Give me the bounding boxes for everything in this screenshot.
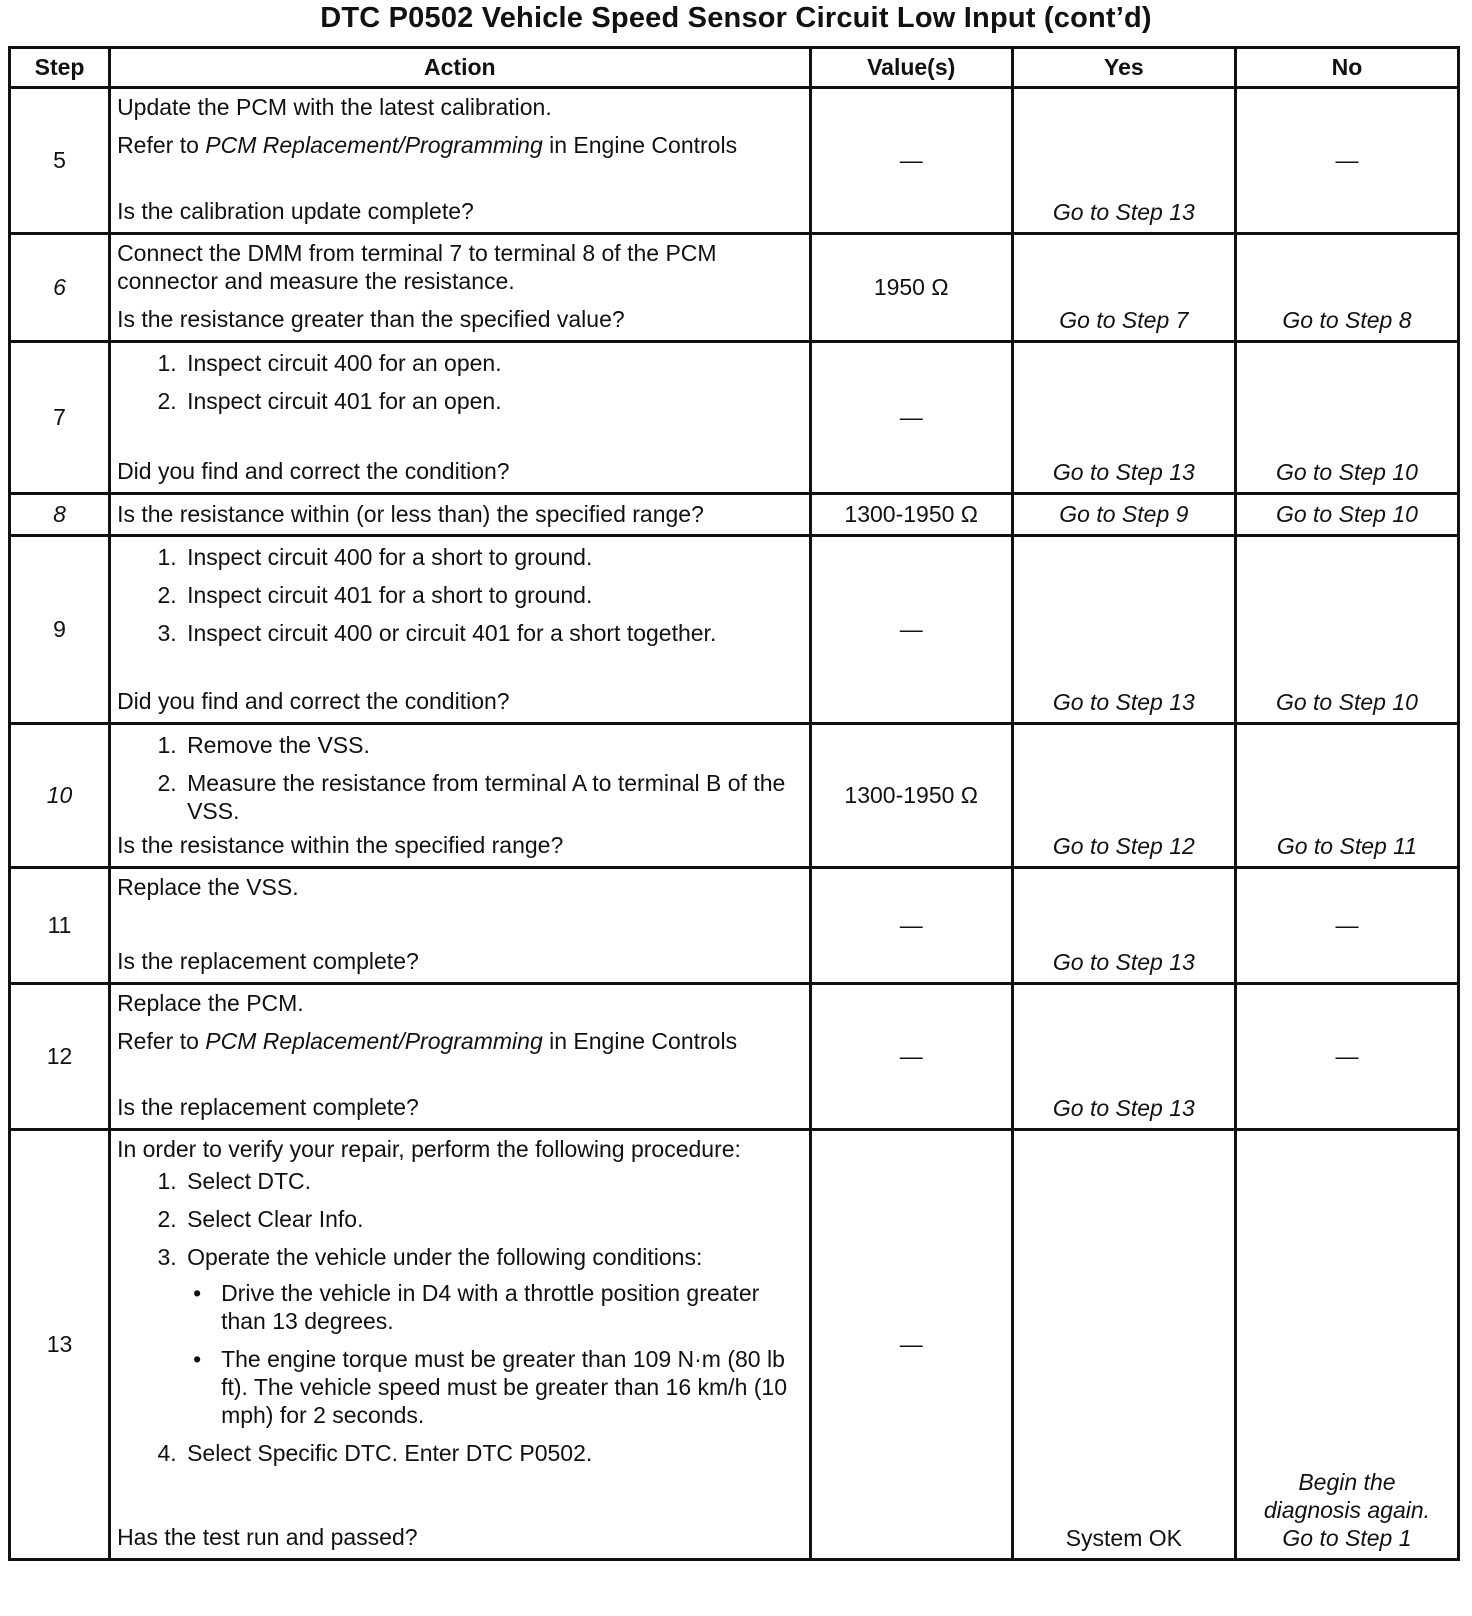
action-question: Is the calibration update complete?	[117, 197, 474, 224]
yes-cell	[1012, 724, 1235, 868]
procedure-list	[117, 543, 803, 647]
action-text: Replace the VSS.	[117, 874, 299, 900]
no-cell: —	[1235, 868, 1458, 984]
value-cell: —	[810, 868, 1012, 984]
goto-link[interactable]: Go to Step 7	[1059, 306, 1189, 333]
action-cell	[110, 984, 811, 1130]
action-question: Did you find and correct the condition?	[117, 457, 510, 484]
yes-cell	[1012, 342, 1235, 494]
no-text-line: diagnosis again.	[1263, 1496, 1431, 1523]
table-row	[10, 88, 1459, 234]
action-question: Did you find and correct the condition?	[117, 687, 510, 714]
procedure-list	[117, 1167, 803, 1467]
table-row	[10, 342, 1459, 494]
refer-suffix: in Engine Controls	[542, 132, 738, 159]
action-question: Is the replacement complete?	[117, 1093, 419, 1120]
no-cell: —	[1235, 984, 1458, 1130]
value-cell: —	[810, 984, 1012, 1130]
action-text: In order to verify your repair, perform the following procedure:	[117, 1136, 741, 1162]
procedure-list	[117, 349, 803, 415]
action-question: Is the resistance greater than the specified value?	[117, 305, 625, 332]
yes-cell	[1012, 984, 1235, 1130]
no-cell	[1235, 494, 1458, 536]
list-item: 2. Measure the resistance from terminal A to terminal B of the VSS.	[183, 769, 803, 825]
refer-text	[117, 131, 803, 159]
value-cell: —	[810, 88, 1012, 234]
value-cell: —	[810, 536, 1012, 724]
value-cell: —	[810, 1130, 1012, 1560]
table-row	[10, 724, 1459, 868]
no-cell	[1235, 342, 1458, 494]
action-cell	[110, 234, 811, 342]
goto-link[interactable]: Go to Step 13	[1052, 458, 1195, 485]
table-row	[10, 536, 1459, 724]
step-number: 12	[10, 984, 110, 1130]
refer-text	[117, 1027, 803, 1055]
goto-link[interactable]: Go to Step 10	[1275, 458, 1418, 485]
no-cell	[1235, 1130, 1458, 1560]
condition-list	[187, 1279, 803, 1429]
header-step: Step	[10, 48, 110, 88]
header-action: Action	[110, 48, 811, 88]
step-number: 13	[10, 1130, 110, 1560]
goto-link[interactable]: Go to Step 13	[1052, 688, 1195, 715]
no-cell	[1235, 536, 1458, 724]
page-title: DTC P0502 Vehicle Speed Sensor Circuit Low Input (cont’d)	[320, 2, 1152, 34]
yes-cell	[1012, 868, 1235, 984]
value-cell: 1300-1950 Ω	[810, 724, 1012, 868]
list-item: 2. Inspect circuit 401 for an open.	[183, 387, 803, 415]
action-cell	[110, 494, 811, 536]
list-item: 3. Inspect circuit 400 or circuit 401 for a short together.	[183, 619, 803, 647]
action-cell	[110, 342, 811, 494]
action-text: Connect the DMM from terminal 7 to terminal 8 of the PCM connector and measure the resistance.	[117, 240, 717, 295]
header-value: Value(s)	[810, 48, 1012, 88]
action-cell	[110, 868, 811, 984]
condition-item: • Drive the vehicle in D4 with a throttle position greater than 13 degrees.	[221, 1279, 803, 1335]
step-number: 11	[10, 868, 110, 984]
step-number: 6	[10, 234, 110, 342]
list-item: 1. Inspect circuit 400 for an open.	[183, 349, 803, 377]
table-row	[10, 234, 1459, 342]
no-text-line: Begin the	[1298, 1468, 1396, 1495]
goto-link[interactable]: Go to Step 10	[1275, 501, 1418, 528]
no-cell: —	[1235, 88, 1458, 234]
yes-cell	[1012, 536, 1235, 724]
list-item: 2. Inspect circuit 401 for a short to ground.	[183, 581, 803, 609]
goto-link[interactable]: Go to Step 13	[1052, 1094, 1195, 1121]
action-text: Replace the PCM.	[117, 990, 304, 1016]
list-item: 1. Remove the VSS.	[183, 731, 803, 759]
value-cell: —	[810, 342, 1012, 494]
action-cell	[110, 536, 811, 724]
refer-doc-link[interactable]: PCM Replacement/Programming	[205, 1028, 543, 1055]
procedure-list	[117, 731, 803, 825]
table-header-row	[10, 48, 1459, 88]
goto-link[interactable]: Go to Step 13	[1052, 198, 1195, 225]
refer-suffix: in Engine Controls	[542, 1028, 738, 1055]
goto-link[interactable]: Go to Step 12	[1052, 832, 1195, 859]
list-item: 1. Inspect circuit 400 for a short to ground.	[183, 543, 803, 571]
refer-prefix: Refer to	[117, 132, 206, 159]
value-cell: 1300-1950 Ω	[810, 494, 1012, 536]
step-number: 10	[10, 724, 110, 868]
yes-cell	[1012, 1130, 1235, 1560]
action-cell	[110, 88, 811, 234]
condition-item: • The engine torque must be greater than 109 N·m (80 lb ft). The vehicle speed must be greater than 16 km/h (10 mph) for 2 seconds.	[221, 1345, 803, 1429]
refer-doc-link[interactable]: PCM Replacement/Programming	[205, 132, 543, 159]
refer-prefix: Refer to	[117, 1028, 206, 1055]
list-item-text: Operate the vehicle under the following conditions:	[187, 1244, 703, 1271]
goto-link[interactable]: Go to Step 1	[1282, 1524, 1412, 1551]
step-number: 5	[10, 88, 110, 234]
goto-link[interactable]: Go to Step 11	[1276, 832, 1418, 859]
goto-link[interactable]: Go to Step 10	[1275, 688, 1418, 715]
no-cell	[1235, 724, 1458, 868]
header-yes: Yes	[1012, 48, 1235, 88]
header-no: No	[1235, 48, 1458, 88]
goto-link[interactable]: Go to Step 13	[1052, 948, 1195, 975]
list-item: 2. Select Clear Info.	[183, 1205, 803, 1233]
action-question: Is the resistance within (or less than) the specified range?	[117, 501, 704, 528]
value-cell: 1950 Ω	[810, 234, 1012, 342]
step-number: 7	[10, 342, 110, 494]
yes-cell	[1012, 88, 1235, 234]
goto-link[interactable]: Go to Step 9	[1059, 501, 1189, 528]
table-row	[10, 1130, 1459, 1560]
list-item: 4. Select Specific DTC. Enter DTC P0502.	[183, 1439, 803, 1467]
action-question: Is the resistance within the specified range?	[117, 831, 564, 858]
action-cell	[110, 1130, 811, 1560]
diagnostic-table	[8, 46, 1460, 1561]
step-number: 9	[10, 536, 110, 724]
action-text: Update the PCM with the latest calibration.	[117, 94, 552, 120]
result-text: System OK	[1065, 1524, 1182, 1551]
action-question: Has the test run and passed?	[117, 1523, 418, 1550]
list-item: 1. Select DTC.	[183, 1167, 803, 1195]
action-question: Is the replacement complete?	[117, 947, 419, 974]
no-cell	[1235, 234, 1458, 342]
table-row	[10, 984, 1459, 1130]
action-cell	[110, 724, 811, 868]
table-row	[10, 494, 1459, 536]
step-number: 8	[10, 494, 110, 536]
yes-cell	[1012, 494, 1235, 536]
goto-link[interactable]: Go to Step 8	[1282, 306, 1412, 333]
yes-cell	[1012, 234, 1235, 342]
list-item	[183, 1243, 803, 1429]
table-row	[10, 868, 1459, 984]
